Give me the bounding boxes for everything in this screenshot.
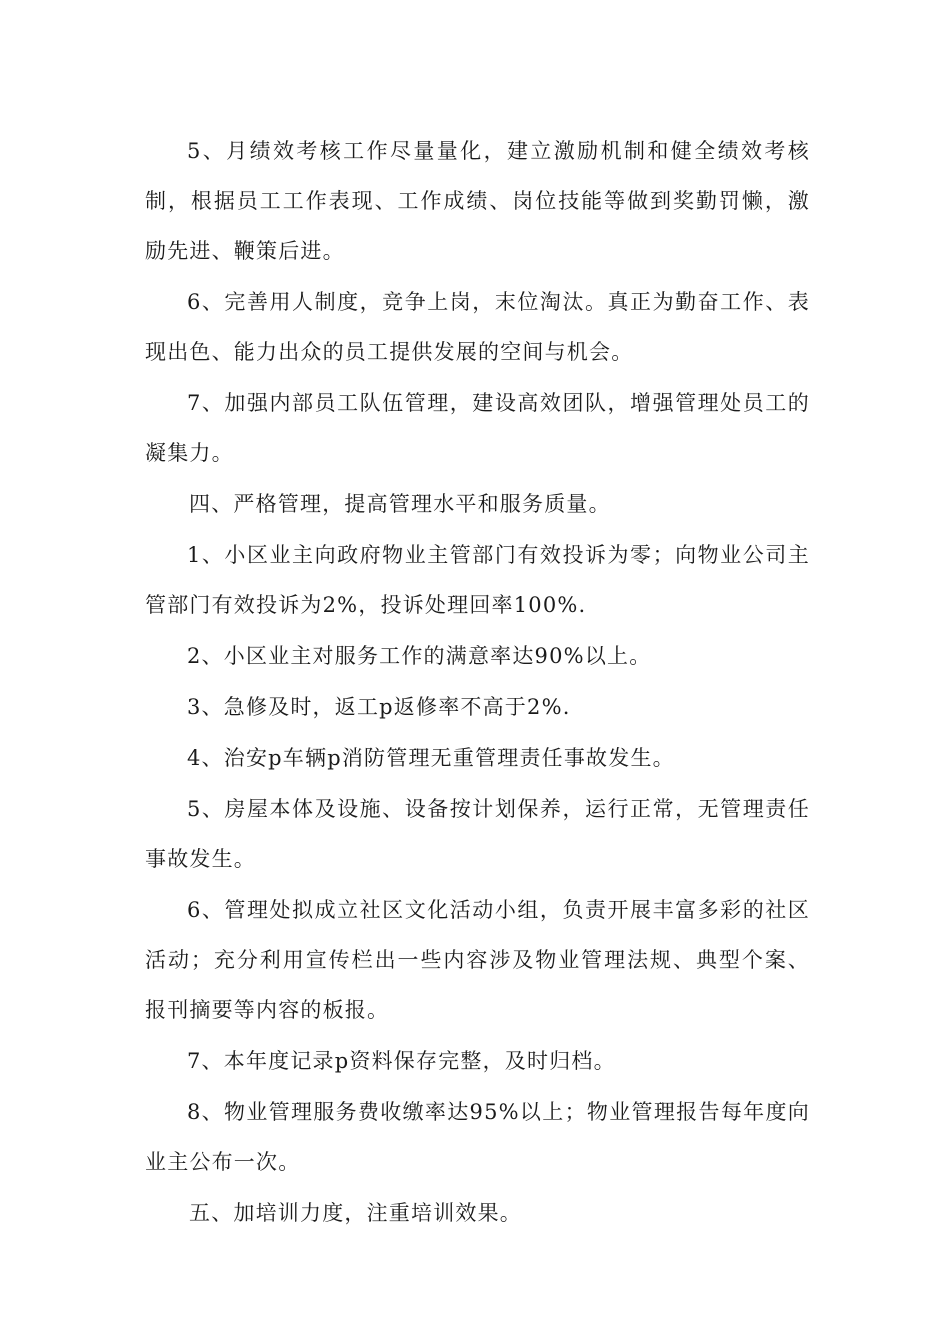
paragraph-item-7-team: 7、加强内部员工队伍管理，建设高效团队，增强管理处员工的凝集力。 [145, 391, 810, 465]
paragraph-item-2-satisfaction: 2、小区业主对服务工作的满意率达90%以上。 [187, 644, 652, 668]
section-heading-4: 四、严格管理，提高管理水平和服务质量。 [189, 492, 611, 516]
paragraph-item-7-records: 7、本年度记录p资料保存完整，及时归档。 [187, 1049, 616, 1073]
paragraph-item-3-repairs: 3、急修及时，返工p返修率不高于2%. [187, 695, 571, 719]
paragraph-item-1-complaints: 1、小区业主向政府物业主管部门有效投诉为零；向物业公司主管部门有效投诉为2%，投诉处理回率100%. [145, 543, 810, 617]
paragraph-item-5-performance: 5、月绩效考核工作尽量量化，建立激励机制和健全绩效考核制，根据员工工作表现、工作成绩、岗位技能等做到奖勤罚懒，激励先进、鞭策后进。 [145, 139, 810, 263]
paragraph-item-6-community: 6、管理处拟成立社区文化活动小组，负责开展丰富多彩的社区活动；充分利用宣传栏出一些内容涉及物业管理法规、典型个案、报刊摘要等内容的板报。 [145, 898, 810, 1022]
paragraph-item-6-hiring: 6、完善用人制度，竞争上岗，末位淘汰。真正为勤奋工作、表现出色、能力出众的员工提供发展的空间与机会。 [145, 290, 810, 364]
section-heading-5: 五、加培训力度，注重培训效果。 [189, 1201, 522, 1225]
paragraph-item-8-fees: 8、物业管理服务费收缴率达95%以上；物业管理报告每年度向业主公布一次。 [145, 1100, 810, 1174]
document-body [145, 126, 810, 1239]
paragraph-item-4-security: 4、治安p车辆p消防管理无重管理责任事故发生。 [187, 746, 675, 770]
paragraph-item-5-maintenance: 5、房屋本体及设施、设备按计划保养，运行正常，无管理责任事故发生。 [145, 797, 810, 871]
